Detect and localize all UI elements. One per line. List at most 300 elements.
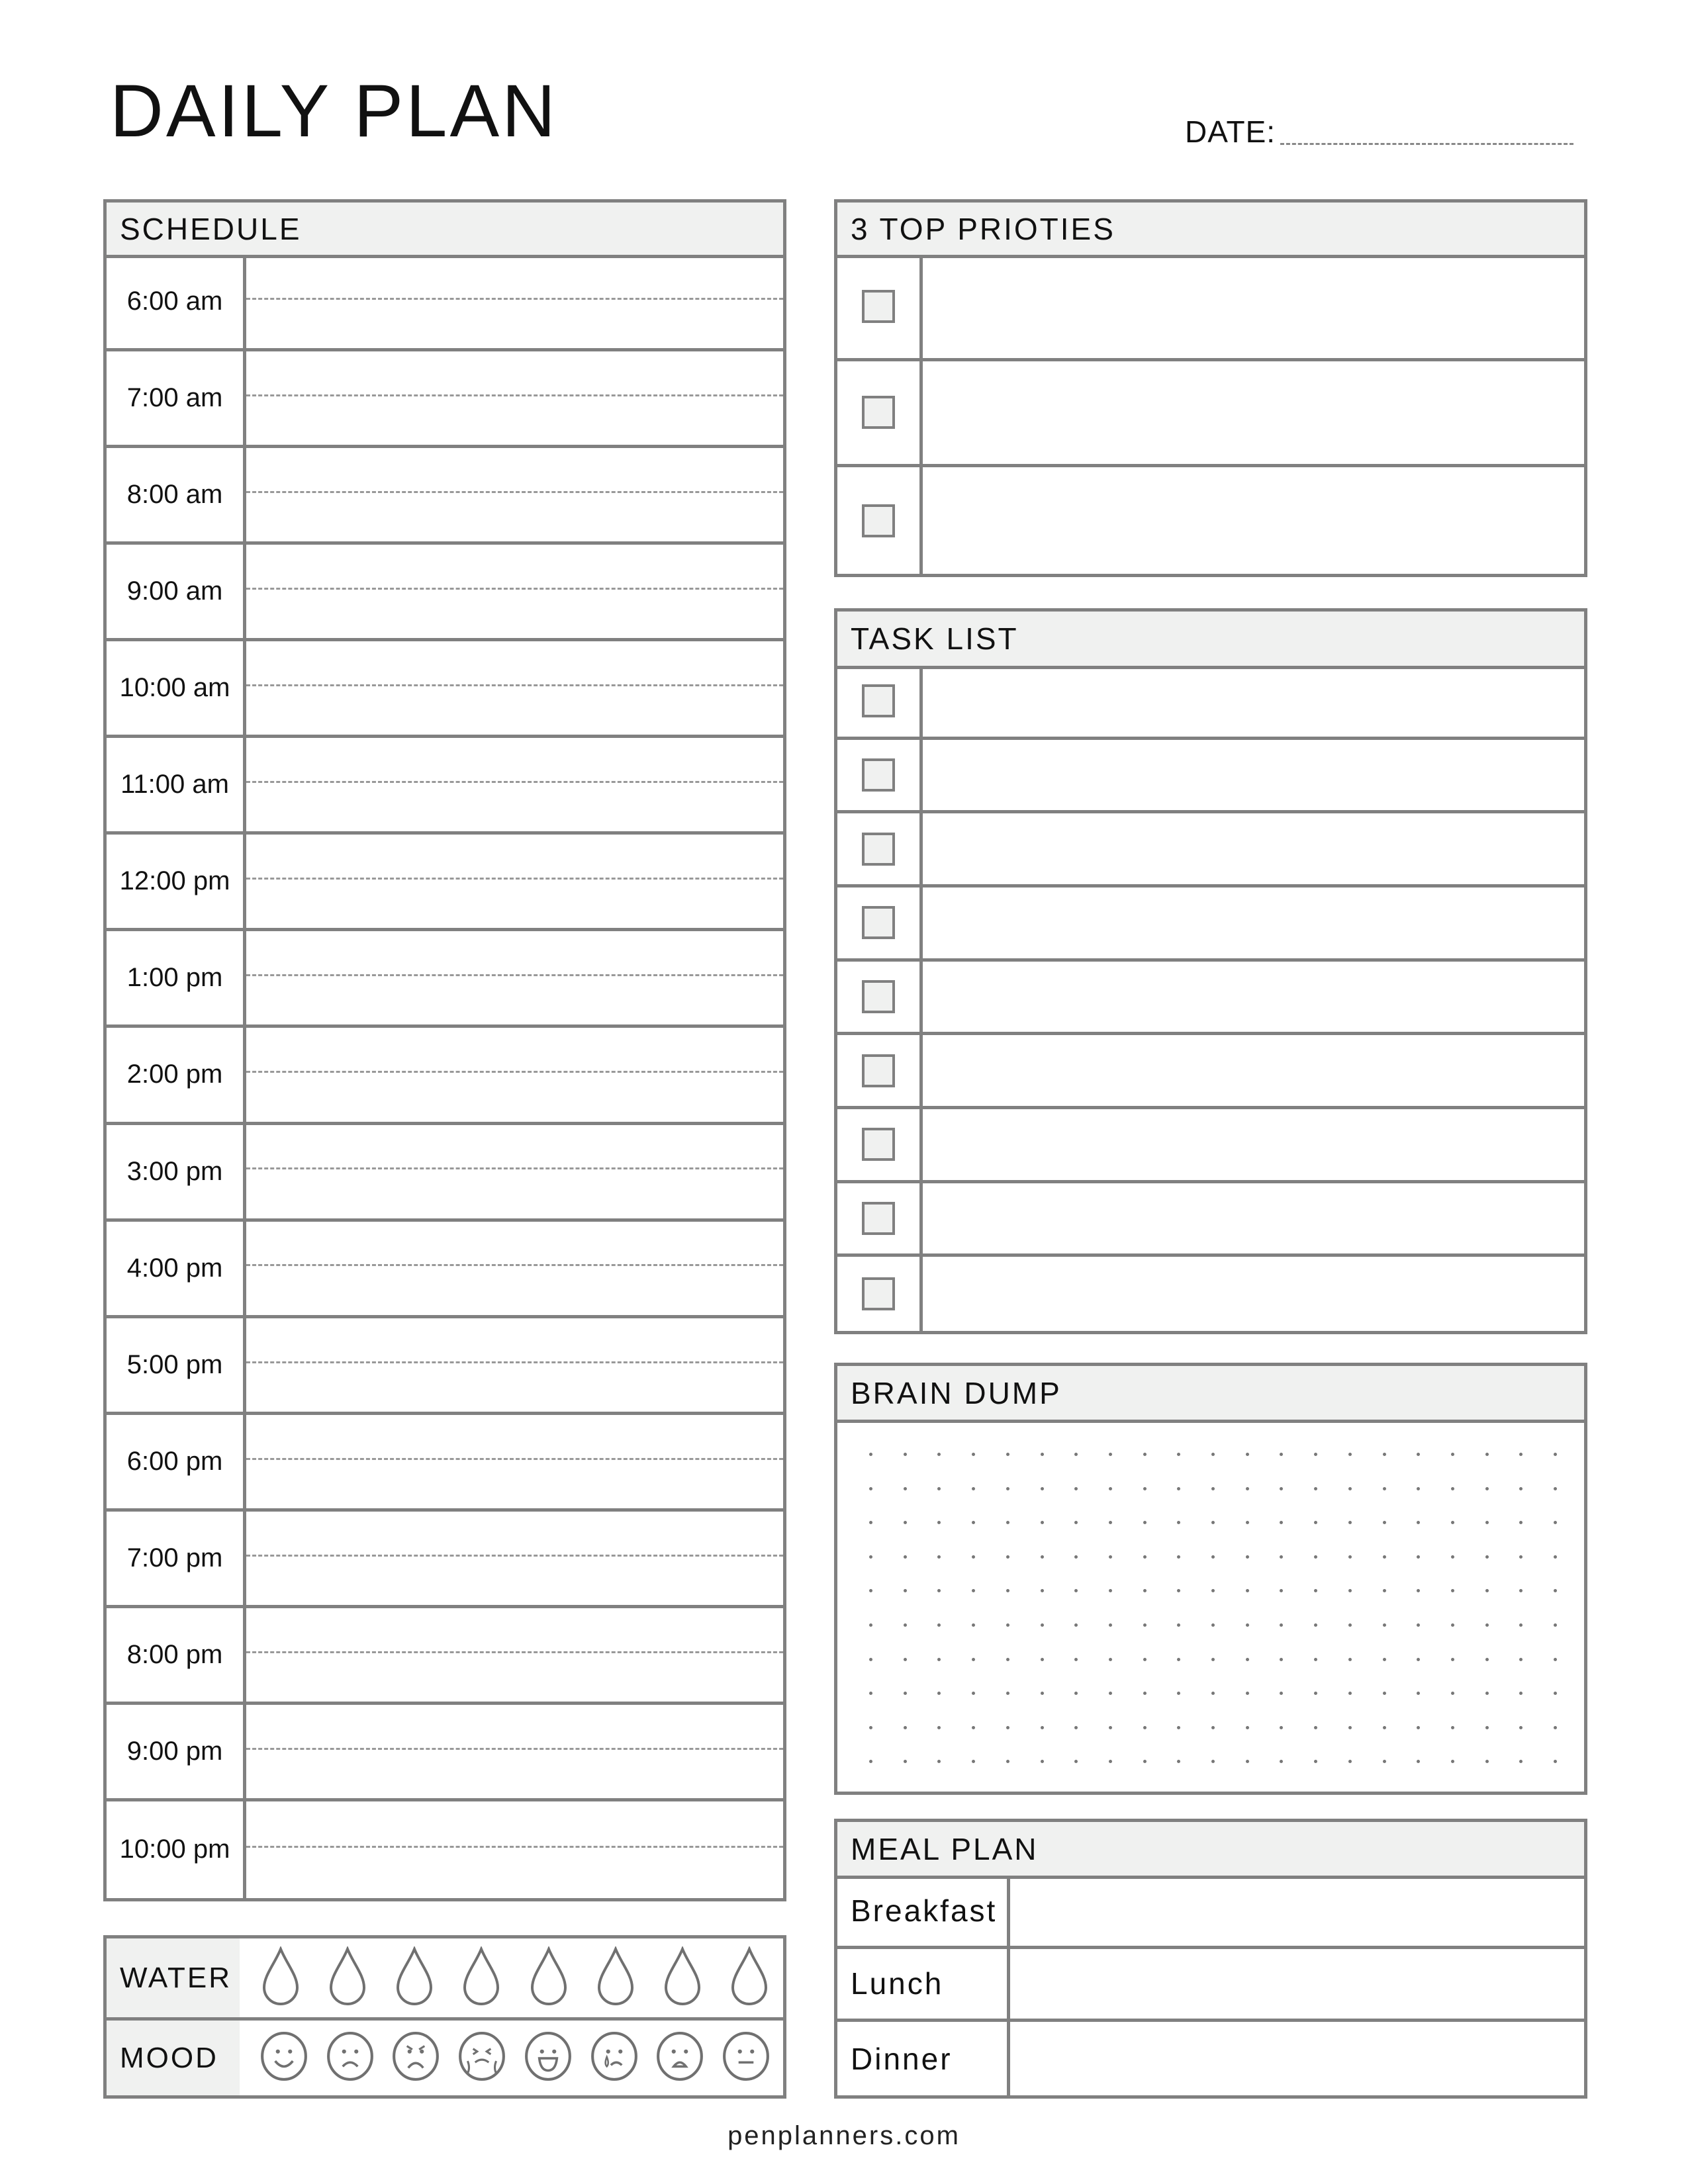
water-drop-icon[interactable] [662, 1946, 703, 2009]
grid-dot [1177, 1692, 1180, 1695]
grid-dot [1177, 1453, 1180, 1456]
brain-dump-section[interactable] [834, 1363, 1587, 1795]
task-row[interactable] [837, 1109, 1584, 1183]
meal-label: Lunch [837, 1949, 1010, 2019]
grid-dot [937, 1760, 941, 1763]
grid-dot [1109, 1521, 1112, 1524]
grid-dot [1211, 1589, 1215, 1592]
task-row[interactable] [837, 1035, 1584, 1109]
schedule-dashed-line [246, 1748, 783, 1750]
grid-dot [1519, 1760, 1523, 1763]
mood-neutral-icon[interactable] [722, 2031, 770, 2085]
grid-dot [1177, 1555, 1180, 1559]
grid-dot [1417, 1623, 1420, 1627]
grid-dot [869, 1589, 872, 1592]
priorities-section [834, 199, 1587, 577]
task-row[interactable] [837, 1183, 1584, 1257]
schedule-dashed-line [246, 588, 783, 590]
grid-dot [1006, 1555, 1009, 1559]
task-checkbox-cell [837, 962, 923, 1032]
grid-dot [1177, 1726, 1180, 1729]
schedule-row[interactable] [107, 931, 783, 1028]
grid-dot [1074, 1487, 1078, 1490]
grid-dot [1451, 1692, 1454, 1695]
grid-dot [1177, 1521, 1180, 1524]
priority-row[interactable] [837, 467, 1584, 574]
grid-dot [1109, 1760, 1112, 1763]
grid-dot [904, 1658, 907, 1661]
meal-row[interactable] [837, 1876, 1584, 1949]
grid-dot [1519, 1487, 1523, 1490]
grid-dot [1177, 1589, 1180, 1592]
grid-dot [1143, 1487, 1147, 1490]
grid-dot [1006, 1487, 1009, 1490]
grid-dot [1314, 1589, 1317, 1592]
priority-row[interactable] [837, 361, 1584, 468]
grid-dot [1348, 1692, 1352, 1695]
grid-dot [869, 1658, 872, 1661]
grid-dot [1348, 1555, 1352, 1559]
grid-dot [1041, 1692, 1044, 1695]
grid-dot [1280, 1692, 1283, 1695]
schedule-row[interactable] [107, 835, 783, 931]
schedule-row[interactable] [107, 448, 783, 545]
task-checkbox-cell [837, 1183, 923, 1254]
grid-dot [1109, 1589, 1112, 1592]
water-drop-icon[interactable] [729, 1946, 770, 2009]
grid-dot [1417, 1555, 1420, 1559]
grid-dot [1177, 1658, 1180, 1661]
grid-dot [1041, 1487, 1044, 1490]
grid-dot [1451, 1555, 1454, 1559]
schedule-row[interactable] [107, 738, 783, 835]
grid-dot [1348, 1521, 1352, 1524]
schedule-dashed-line [246, 491, 783, 493]
grid-dot [1211, 1521, 1215, 1524]
grid-dot [1485, 1487, 1489, 1490]
grid-dot [1485, 1658, 1489, 1661]
grid-dot [1074, 1521, 1078, 1524]
meal-row[interactable] [837, 2022, 1584, 2095]
grid-dot [1006, 1692, 1009, 1695]
grid-dot [1314, 1521, 1317, 1524]
grid-dot [1109, 1623, 1112, 1627]
grid-dot [1041, 1521, 1044, 1524]
grid-dot [1074, 1760, 1078, 1763]
grid-dot [1417, 1453, 1420, 1456]
grid-dot [1041, 1658, 1044, 1661]
grid-dot [972, 1623, 975, 1627]
grid-dot [1417, 1589, 1420, 1592]
grid-dot [1006, 1760, 1009, 1763]
grid-dot [1383, 1589, 1386, 1592]
grid-dot [1246, 1453, 1249, 1456]
grid-dot [1280, 1521, 1283, 1524]
meal-plan-section [834, 1819, 1587, 2099]
schedule-header: SCHEDULE [107, 203, 783, 258]
grid-dot [1348, 1453, 1352, 1456]
grid-dot [937, 1623, 941, 1627]
grid-dot [1211, 1555, 1215, 1559]
grid-dot [1109, 1692, 1112, 1695]
grid-dot [1143, 1589, 1147, 1592]
priority-checkbox[interactable] [862, 504, 895, 537]
grid-dot [1417, 1658, 1420, 1661]
grid-dot [1109, 1555, 1112, 1559]
grid-dot [1280, 1726, 1283, 1729]
grid-dot [1143, 1760, 1147, 1763]
schedule-section [103, 199, 786, 1901]
grid-dot [1451, 1453, 1454, 1456]
schedule-row[interactable] [107, 1318, 783, 1415]
grid-dot [1074, 1726, 1078, 1729]
grid-dot [1485, 1521, 1489, 1524]
grid-dot [1519, 1658, 1523, 1661]
grid-dot [972, 1453, 975, 1456]
water-drop-icon[interactable] [528, 1946, 569, 2009]
grid-dot [1143, 1453, 1147, 1456]
task-checkbox[interactable] [862, 758, 895, 792]
priority-row[interactable] [837, 255, 1584, 361]
task-row[interactable] [837, 666, 1584, 740]
grid-dot [1109, 1726, 1112, 1729]
grid-dot [904, 1589, 907, 1592]
task-row[interactable] [837, 740, 1584, 814]
meal-label: Dinner [837, 2022, 1010, 2095]
grid-dot [1485, 1589, 1489, 1592]
grid-dot [937, 1521, 941, 1524]
grid-dot [1519, 1692, 1523, 1695]
grid-dot [1280, 1623, 1283, 1627]
task-row[interactable] [837, 887, 1584, 962]
grid-dot [1006, 1453, 1009, 1456]
schedule-row[interactable] [107, 1801, 783, 1898]
grid-dot [904, 1726, 907, 1729]
grid-dot [1143, 1726, 1147, 1729]
grid-dot [1417, 1487, 1420, 1490]
grid-dot [1006, 1623, 1009, 1627]
schedule-row[interactable] [107, 1222, 783, 1318]
grid-dot [869, 1487, 872, 1490]
schedule-time: 8:00 am [107, 448, 246, 541]
grid-dot [1554, 1521, 1557, 1524]
grid-dot [1211, 1692, 1215, 1695]
mood-shocked-icon[interactable] [656, 2031, 704, 2085]
meal-plan-header: MEAL PLAN [837, 1822, 1584, 1879]
grid-dot [1143, 1555, 1147, 1559]
schedule-row[interactable] [107, 1705, 783, 1801]
task-checkbox[interactable] [862, 1202, 895, 1235]
grid-dot [1211, 1487, 1215, 1490]
grid-dot [1348, 1726, 1352, 1729]
grid-dot [1554, 1623, 1557, 1627]
grid-dot [1280, 1589, 1283, 1592]
grid-dot [1485, 1726, 1489, 1729]
mood-angry-icon[interactable] [392, 2031, 440, 2085]
grid-dot [1280, 1453, 1283, 1456]
grid-dot [1246, 1692, 1249, 1695]
task-list-header: TASK LIST [837, 612, 1584, 669]
grid-dot [1280, 1760, 1283, 1763]
grid-dot [1074, 1623, 1078, 1627]
grid-dot [1246, 1555, 1249, 1559]
priority-checkbox[interactable] [862, 290, 895, 323]
priority-checkbox-cell [837, 255, 923, 358]
grid-dot [1246, 1726, 1249, 1729]
grid-dot [937, 1726, 941, 1729]
grid-dot [1211, 1623, 1215, 1627]
schedule-time: 7:00 am [107, 351, 246, 445]
task-checkbox-cell [837, 1109, 923, 1180]
grid-dot [1417, 1692, 1420, 1695]
schedule-dashed-line [246, 1846, 783, 1848]
grid-dot [869, 1726, 872, 1729]
grid-dot [937, 1658, 941, 1661]
task-row[interactable] [837, 962, 1584, 1036]
grid-dot [1041, 1589, 1044, 1592]
grid-dot [1211, 1760, 1215, 1763]
schedule-row[interactable] [107, 545, 783, 641]
grid-dot [1451, 1726, 1454, 1729]
grid-dot [1041, 1726, 1044, 1729]
water-drop-icon[interactable] [327, 1946, 368, 2009]
tracker-section [103, 1935, 786, 2099]
meal-row[interactable] [837, 1949, 1584, 2023]
grid-dot [1109, 1453, 1112, 1456]
grid-dot [1280, 1555, 1283, 1559]
grid-dot [1314, 1555, 1317, 1559]
grid-dot [1314, 1487, 1317, 1490]
grid-dot [1451, 1760, 1454, 1763]
grid-dot [1417, 1760, 1420, 1763]
grid-dot [1485, 1760, 1489, 1763]
page-title: DAILY PLAN [110, 69, 559, 152]
grid-dot [1314, 1658, 1317, 1661]
grid-dot [972, 1692, 975, 1695]
schedule-dashed-line [246, 1071, 783, 1073]
grid-dot [972, 1760, 975, 1763]
task-list-section [834, 608, 1587, 1334]
grid-dot [1246, 1589, 1249, 1592]
grid-dot [972, 1487, 975, 1490]
grid-dot [869, 1453, 872, 1456]
task-checkbox[interactable] [862, 980, 895, 1013]
schedule-time: 8:00 pm [107, 1608, 246, 1702]
brain-dump-header: BRAIN DUMP [837, 1366, 1584, 1423]
grid-dot [1006, 1589, 1009, 1592]
grid-dot [1554, 1692, 1557, 1695]
schedule-time: 1:00 pm [107, 931, 246, 1024]
water-label: WATER [107, 1938, 240, 2017]
grid-dot [1246, 1487, 1249, 1490]
grid-dot [1006, 1726, 1009, 1729]
grid-dot [1177, 1760, 1180, 1763]
grid-dot [937, 1487, 941, 1490]
water-drop-icon[interactable] [260, 1946, 301, 2009]
schedule-time: 7:00 pm [107, 1512, 246, 1605]
grid-dot [1314, 1623, 1317, 1627]
mood-grinning-icon[interactable] [524, 2031, 572, 2085]
mood-tearful-icon[interactable] [590, 2031, 638, 2085]
grid-dot [1074, 1453, 1078, 1456]
schedule-time: 5:00 pm [107, 1318, 246, 1412]
grid-dot [869, 1623, 872, 1627]
grid-dot [972, 1555, 975, 1559]
mood-sad-icon[interactable] [326, 2031, 374, 2085]
grid-dot [1314, 1453, 1317, 1456]
schedule-time: 10:00 pm [107, 1801, 246, 1898]
schedule-time: 11:00 am [107, 738, 246, 831]
water-drop-icon[interactable] [394, 1946, 435, 2009]
grid-dot [1383, 1623, 1386, 1627]
grid-dot [1314, 1760, 1317, 1763]
grid-dot [1485, 1453, 1489, 1456]
grid-dot [1383, 1521, 1386, 1524]
grid-dot [1041, 1760, 1044, 1763]
grid-dot [1006, 1658, 1009, 1661]
grid-dot [1417, 1726, 1420, 1729]
grid-dot [1109, 1487, 1112, 1490]
schedule-dashed-line [246, 1651, 783, 1653]
task-checkbox[interactable] [862, 684, 895, 717]
task-checkbox[interactable] [862, 906, 895, 939]
date-field[interactable] [1280, 143, 1573, 145]
schedule-row[interactable] [107, 1028, 783, 1124]
task-row[interactable] [837, 1257, 1584, 1331]
grid-dot [1383, 1726, 1386, 1729]
mood-label: MOOD [107, 2021, 240, 2095]
grid-dot [1074, 1658, 1078, 1661]
task-checkbox[interactable] [862, 833, 895, 866]
schedule-row[interactable] [107, 1512, 783, 1608]
grid-dot [1348, 1658, 1352, 1661]
schedule-row[interactable] [107, 255, 783, 351]
water-drop-icon[interactable] [461, 1946, 502, 2009]
schedule-row[interactable] [107, 1608, 783, 1705]
grid-dot [1348, 1589, 1352, 1592]
grid-dot [1519, 1555, 1523, 1559]
grid-dot [1143, 1623, 1147, 1627]
grid-dot [869, 1555, 872, 1559]
grid-dot [937, 1453, 941, 1456]
grid-dot [1109, 1658, 1112, 1661]
priorities-header: 3 TOP PRIOTIES [837, 203, 1584, 258]
grid-dot [1211, 1726, 1215, 1729]
grid-dot [1246, 1521, 1249, 1524]
grid-dot [1314, 1726, 1317, 1729]
grid-dot [1041, 1555, 1044, 1559]
grid-dot [904, 1760, 907, 1763]
grid-dot [972, 1589, 975, 1592]
task-checkbox-cell [837, 740, 923, 811]
task-row[interactable] [837, 813, 1584, 887]
grid-dot [1177, 1623, 1180, 1627]
task-checkbox[interactable] [862, 1128, 895, 1161]
grid-dot [1519, 1521, 1523, 1524]
water-drop-icon[interactable] [595, 1946, 636, 2009]
task-checkbox-cell [837, 887, 923, 958]
grid-dot [1383, 1487, 1386, 1490]
schedule-row[interactable] [107, 1125, 783, 1222]
grid-dot [904, 1555, 907, 1559]
grid-dot [1143, 1692, 1147, 1695]
grid-dot [1041, 1453, 1044, 1456]
grid-dot [1554, 1453, 1557, 1456]
mood-happy-icon[interactable] [260, 2031, 308, 2085]
grid-dot [1519, 1589, 1523, 1592]
grid-dot [869, 1760, 872, 1763]
schedule-dashed-line [246, 1167, 783, 1169]
grid-dot [1383, 1453, 1386, 1456]
grid-dot [1451, 1487, 1454, 1490]
task-checkbox-cell [837, 666, 923, 737]
grid-dot [1554, 1589, 1557, 1592]
grid-dot [1280, 1658, 1283, 1661]
grid-dot [1485, 1623, 1489, 1627]
grid-dot [1383, 1760, 1386, 1763]
grid-dot [972, 1726, 975, 1729]
mood-crying-icon[interactable] [458, 2031, 506, 2085]
grid-dot [1041, 1623, 1044, 1627]
grid-dot [1074, 1589, 1078, 1592]
schedule-dashed-line [246, 1458, 783, 1460]
schedule-time: 4:00 pm [107, 1222, 246, 1315]
schedule-dashed-line [246, 394, 783, 396]
schedule-time: 6:00 am [107, 255, 246, 348]
grid-dot [1554, 1760, 1557, 1763]
priority-checkbox-cell [837, 467, 923, 574]
schedule-row[interactable] [107, 1415, 783, 1512]
schedule-dashed-line [246, 298, 783, 300]
grid-dot [904, 1623, 907, 1627]
grid-dot [937, 1589, 941, 1592]
grid-dot [1246, 1760, 1249, 1763]
grid-dot [972, 1521, 975, 1524]
grid-dot [1211, 1658, 1215, 1661]
grid-dot [1383, 1692, 1386, 1695]
task-checkbox[interactable] [862, 1277, 895, 1310]
grid-dot [1451, 1589, 1454, 1592]
grid-dot [1246, 1658, 1249, 1661]
grid-dot [1143, 1521, 1147, 1524]
schedule-time: 6:00 pm [107, 1415, 246, 1508]
grid-dot [1451, 1658, 1454, 1661]
schedule-dashed-line [246, 1264, 783, 1266]
grid-dot [972, 1658, 975, 1661]
date-label: DATE: [1185, 114, 1276, 149]
schedule-row[interactable] [107, 641, 783, 738]
grid-dot [1451, 1623, 1454, 1627]
grid-dot [1451, 1521, 1454, 1524]
grid-dot [1074, 1555, 1078, 1559]
task-checkbox[interactable] [862, 1054, 895, 1087]
schedule-row[interactable] [107, 351, 783, 448]
grid-dot [904, 1692, 907, 1695]
grid-dot [904, 1487, 907, 1490]
schedule-dashed-line [246, 781, 783, 783]
priority-checkbox[interactable] [862, 396, 895, 429]
grid-dot [1314, 1692, 1317, 1695]
schedule-dashed-line [246, 1361, 783, 1363]
grid-dot [1280, 1487, 1283, 1490]
priority-checkbox-cell [837, 361, 923, 465]
grid-dot [937, 1692, 941, 1695]
schedule-time: 9:00 pm [107, 1705, 246, 1798]
grid-dot [1417, 1521, 1420, 1524]
schedule-time: 12:00 pm [107, 835, 246, 928]
schedule-dashed-line [246, 1555, 783, 1557]
grid-dot [1348, 1487, 1352, 1490]
